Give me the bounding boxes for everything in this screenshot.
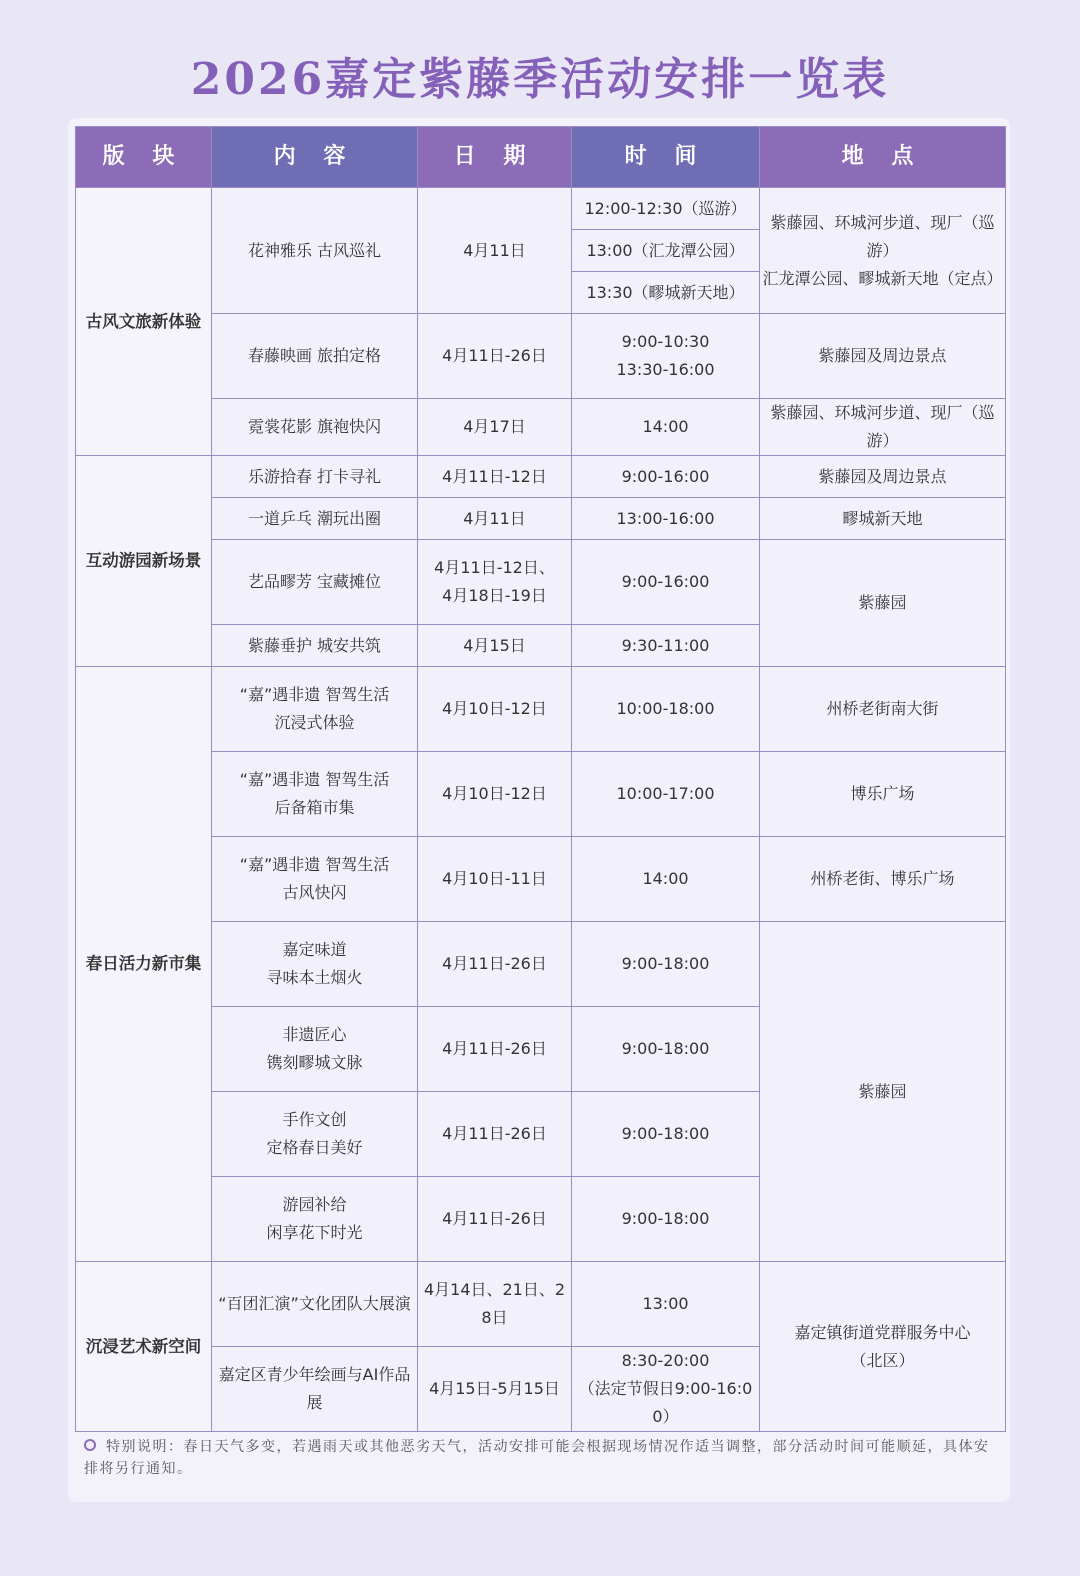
section-name: 沉浸艺术新空间 xyxy=(76,1262,212,1432)
header-date: 日 期 xyxy=(418,127,572,188)
page-title: 2026嘉定紫藤季活动安排一览表 xyxy=(190,54,890,105)
event-date: 4月15日 xyxy=(418,625,572,667)
event-date: 4月11日 xyxy=(418,188,572,314)
event-location: 嘉定镇街道党群服务中心 （北区） xyxy=(760,1262,1006,1432)
event-content: 一道乒乓 潮玩出圈 xyxy=(212,498,418,540)
section-name: 互动游园新场景 xyxy=(76,456,212,667)
event-date: 4月11日-26日 xyxy=(418,922,572,1007)
event-time: 13:00（汇龙潭公园） xyxy=(572,230,760,272)
section-name: 古风文旅新体验 xyxy=(76,188,212,456)
event-time: 14:00 xyxy=(572,399,760,456)
event-date: 4月11日-26日 xyxy=(418,1177,572,1262)
event-content: “嘉”遇非遗 智驾生活 后备箱市集 xyxy=(212,752,418,837)
event-date: 4月10日-12日 xyxy=(418,752,572,837)
event-content: 游园补给 闲享花下时光 xyxy=(212,1177,418,1262)
table-row xyxy=(76,540,1006,625)
event-date: 4月10日-11日 xyxy=(418,837,572,922)
event-location: 州桥老街南大街 xyxy=(760,667,1006,752)
event-time: 9:00-18:00 xyxy=(572,922,760,1007)
event-date: 4月11日-12日 xyxy=(418,456,572,498)
event-date: 4月11日-26日 xyxy=(418,314,572,399)
special-note xyxy=(84,1436,996,1480)
event-content: 嘉定味道 寻味本土烟火 xyxy=(212,922,418,1007)
event-location: 紫藤园、环城河步道、现厂（巡游） xyxy=(760,399,1006,456)
event-date: 4月17日 xyxy=(418,399,572,456)
event-time: 14:00 xyxy=(572,837,760,922)
event-location: 州桥老街、博乐广场 xyxy=(760,837,1006,922)
event-location: 疁城新天地 xyxy=(760,498,1006,540)
event-location: 紫藤园、环城河步道、现厂（巡游） 汇龙潭公园、疁城新天地（定点） xyxy=(760,188,1006,314)
event-content: 花神雅乐 古风巡礼 xyxy=(212,188,418,314)
table-row xyxy=(76,456,1006,498)
schedule-table xyxy=(75,126,1006,1432)
event-time: 9:00-18:00 xyxy=(572,1092,760,1177)
event-content: 手作文创 定格春日美好 xyxy=(212,1092,418,1177)
circle-bullet-icon xyxy=(84,1439,96,1451)
header-content: 内 容 xyxy=(212,127,418,188)
table-row xyxy=(76,1262,1006,1347)
event-date: 4月15日-5月15日 xyxy=(418,1347,572,1432)
event-time: 13:00-16:00 xyxy=(572,498,760,540)
event-date: 4月14日、21日、28日 xyxy=(418,1262,572,1347)
event-time: 12:00-12:30（巡游） xyxy=(572,188,760,230)
table-row xyxy=(76,399,1006,456)
note-text: 特别说明：春日天气多变，若遇雨天或其他恶劣天气，活动安排可能会根据现场情况作适当调整，部分活动时间可能顺延，具体安排将另行通知。 xyxy=(84,1439,990,1477)
header-row xyxy=(76,127,1006,188)
event-content: 霓裳花影 旗袍快闪 xyxy=(212,399,418,456)
event-date: 4月11日-26日 xyxy=(418,1007,572,1092)
event-time: 9:00-10:30 13:30-16:00 xyxy=(572,314,760,399)
event-time: 9:30-11:00 xyxy=(572,625,760,667)
event-time: 9:00-16:00 xyxy=(572,456,760,498)
event-content: 春藤映画 旅拍定格 xyxy=(212,314,418,399)
event-content: 艺品疁芳 宝藏摊位 xyxy=(212,540,418,625)
event-time: 9:00-18:00 xyxy=(572,1177,760,1262)
table-row xyxy=(76,188,1006,230)
event-time: 13:30（疁城新天地） xyxy=(572,272,760,314)
event-content: “嘉”遇非遗 智驾生活 古风快闪 xyxy=(212,837,418,922)
event-time: 10:00-18:00 xyxy=(572,667,760,752)
event-content: 嘉定区青少年绘画与AI作品展 xyxy=(212,1347,418,1432)
event-content: “百团汇演”文化团队大展演 xyxy=(212,1262,418,1347)
table-row xyxy=(76,752,1006,837)
event-content: 乐游拾春 打卡寻礼 xyxy=(212,456,418,498)
event-location: 紫藤园 xyxy=(760,540,1006,667)
event-date: 4月10日-12日 xyxy=(418,667,572,752)
header-location: 地 点 xyxy=(760,127,1006,188)
event-location: 博乐广场 xyxy=(760,752,1006,837)
event-date: 4月11日-26日 xyxy=(418,1092,572,1177)
section-name: 春日活力新市集 xyxy=(76,667,212,1262)
event-location: 紫藤园及周边景点 xyxy=(760,456,1006,498)
table-row xyxy=(76,837,1006,922)
event-location: 紫藤园 xyxy=(760,922,1006,1262)
event-content: 紫藤垂护 城安共筑 xyxy=(212,625,418,667)
header-time: 时 间 xyxy=(572,127,760,188)
table-row xyxy=(76,314,1006,399)
event-time: 9:00-16:00 xyxy=(572,540,760,625)
event-date: 4月11日-12日、 4月18日-19日 xyxy=(418,540,572,625)
table-row xyxy=(76,498,1006,540)
event-time: 10:00-17:00 xyxy=(572,752,760,837)
event-time: 8:30-20:00 （法定节假日9:00-16:00） xyxy=(572,1347,760,1432)
event-date: 4月11日 xyxy=(418,498,572,540)
event-time: 13:00 xyxy=(572,1262,760,1347)
event-location: 紫藤园及周边景点 xyxy=(760,314,1006,399)
table-row xyxy=(76,667,1006,752)
event-time: 9:00-18:00 xyxy=(572,1007,760,1092)
event-content: 非遗匠心 镌刻疁城文脉 xyxy=(212,1007,418,1092)
table-row xyxy=(76,922,1006,1007)
event-content: “嘉”遇非遗 智驾生活 沉浸式体验 xyxy=(212,667,418,752)
header-section: 版 块 xyxy=(76,127,212,188)
